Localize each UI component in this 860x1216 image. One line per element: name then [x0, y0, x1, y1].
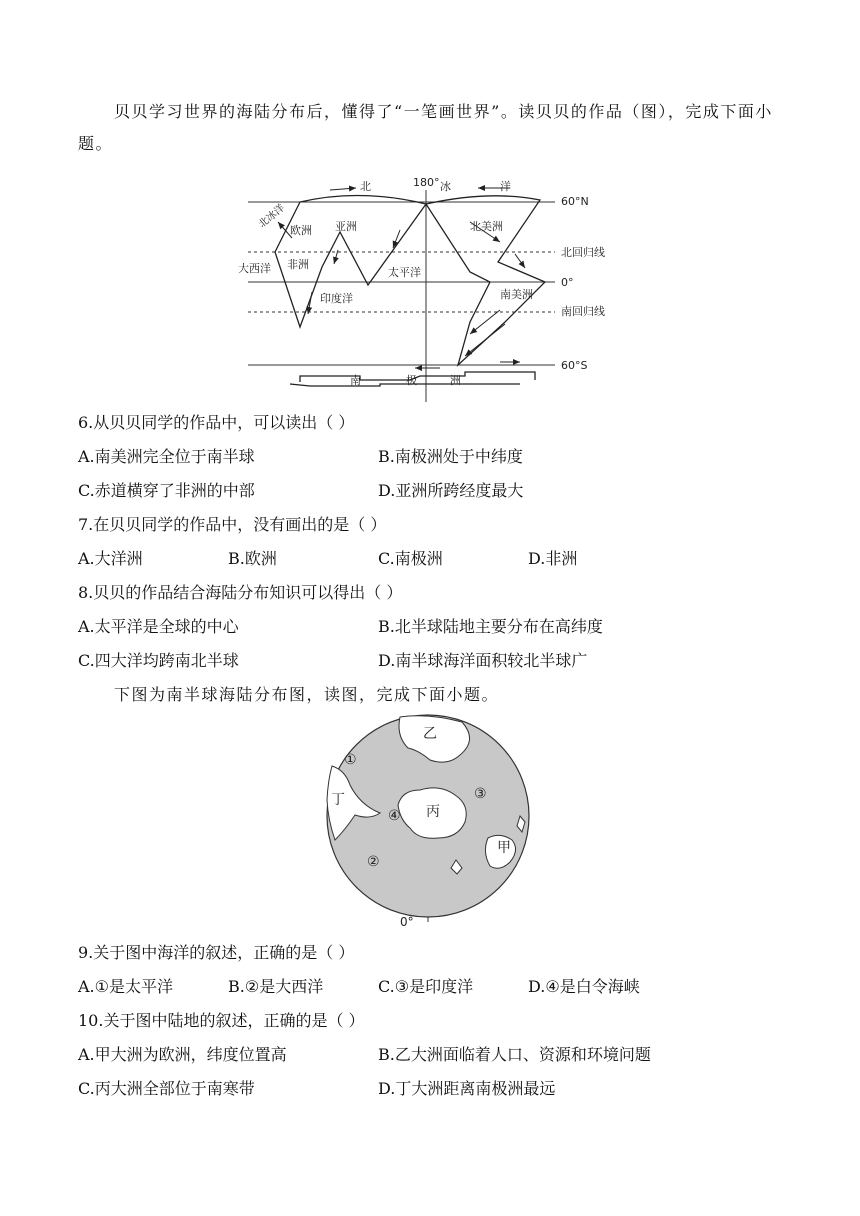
q9-stem: 9.关于图中海洋的叙述，正确的是（ ） — [78, 943, 355, 962]
q10-option-a: A.甲大洲为欧洲，纬度位置高 — [78, 1045, 287, 1064]
q7-option-a: A.大洋洲 — [78, 549, 143, 568]
svg-text:③: ③ — [474, 786, 487, 802]
svg-text:②: ② — [367, 854, 380, 870]
q6-option-a: A.南美洲完全位于南半球 — [78, 447, 255, 466]
one-stroke-world-figure — [0, 172, 860, 402]
svg-text:南美洲: 南美洲 — [500, 288, 533, 301]
q8-option-b: B.北半球陆地主要分布在高纬度 — [378, 617, 603, 636]
q7-option-c: C.南极洲 — [378, 549, 443, 568]
q6-option-b: B.南极洲处于中纬度 — [378, 447, 523, 466]
svg-text:洋: 洋 — [500, 180, 511, 193]
svg-text:太平洋: 太平洋 — [388, 266, 421, 279]
svg-text:南: 南 — [350, 374, 361, 387]
svg-text:④: ④ — [388, 808, 401, 824]
svg-text:北回归线: 北回归线 — [561, 246, 605, 259]
svg-text:60°N: 60°N — [561, 195, 589, 208]
q8-stem: 8.贝贝的作品结合海陆分布知识可以得出（ ） — [78, 583, 403, 602]
intro-paragraph-2: 下图为南半球海陆分布图，读图，完成下面小题。 — [114, 685, 500, 704]
svg-text:南回归线: 南回归线 — [561, 305, 605, 318]
q7-option-b: B.欧洲 — [228, 549, 277, 568]
q9-option-a: A.①是太平洋 — [78, 977, 173, 996]
q8-option-a: A.太平洋是全球的中心 — [78, 617, 239, 636]
q8-option-d: D.南半球海洋面积较北半球广 — [378, 651, 588, 670]
svg-text:乙: 乙 — [423, 726, 437, 742]
q10-option-c: C.丙大洲全部位于南寒带 — [78, 1079, 255, 1098]
svg-text:北: 北 — [360, 180, 371, 193]
q6-stem: 6.从贝贝同学的作品中，可以读出（ ） — [78, 413, 355, 432]
label-180: 180° — [413, 176, 440, 189]
svg-text:0°: 0° — [400, 915, 414, 929]
q9-option-d: D.④是白令海峡 — [528, 977, 640, 996]
svg-text:北美洲: 北美洲 — [470, 220, 503, 233]
q10-stem: 10.关于图中陆地的叙述，正确的是（ ） — [78, 1011, 365, 1030]
svg-text:丁: 丁 — [331, 792, 345, 808]
q9-option-b: B.②是大西洋 — [228, 977, 324, 996]
q10-option-d: D.丁大洲距离南极洲最远 — [378, 1079, 556, 1098]
svg-text:亚洲: 亚洲 — [335, 220, 357, 233]
svg-text:大西洋: 大西洋 — [238, 262, 271, 275]
q7-stem: 7.在贝贝同学的作品中，没有画出的是（ ） — [78, 515, 387, 534]
svg-text:0°: 0° — [561, 276, 574, 289]
q7-option-d: D.非洲 — [528, 549, 578, 568]
q8-option-c: C.四大洋均跨南北半球 — [78, 651, 239, 670]
svg-text:非洲: 非洲 — [287, 258, 309, 271]
svg-text:甲: 甲 — [497, 840, 511, 856]
q6-option-d: D.亚洲所跨经度最大 — [378, 481, 524, 500]
southern-hemisphere-figure — [0, 710, 860, 930]
svg-text:北冰洋: 北冰洋 — [256, 202, 287, 231]
svg-text:冰: 冰 — [440, 180, 451, 193]
svg-text:欧洲: 欧洲 — [290, 224, 312, 237]
svg-text:印度洋: 印度洋 — [320, 292, 353, 305]
svg-text:丙: 丙 — [426, 804, 440, 820]
svg-text:极: 极 — [406, 374, 417, 387]
q10-option-b: B.乙大洲面临着人口、资源和环境问题 — [378, 1045, 651, 1064]
svg-text:洲: 洲 — [450, 374, 461, 387]
svg-text:60°S: 60°S — [561, 359, 588, 372]
svg-text:①: ① — [344, 752, 357, 768]
q6-option-c: C.赤道横穿了非洲的中部 — [78, 481, 255, 500]
intro-paragraph-1: 贝贝学习世界的海陆分布后，懂得了“一笔画世界”。读贝贝的作品（图），完成下面小题。 — [78, 102, 773, 153]
q9-option-c: C.③是印度洋 — [378, 977, 474, 996]
